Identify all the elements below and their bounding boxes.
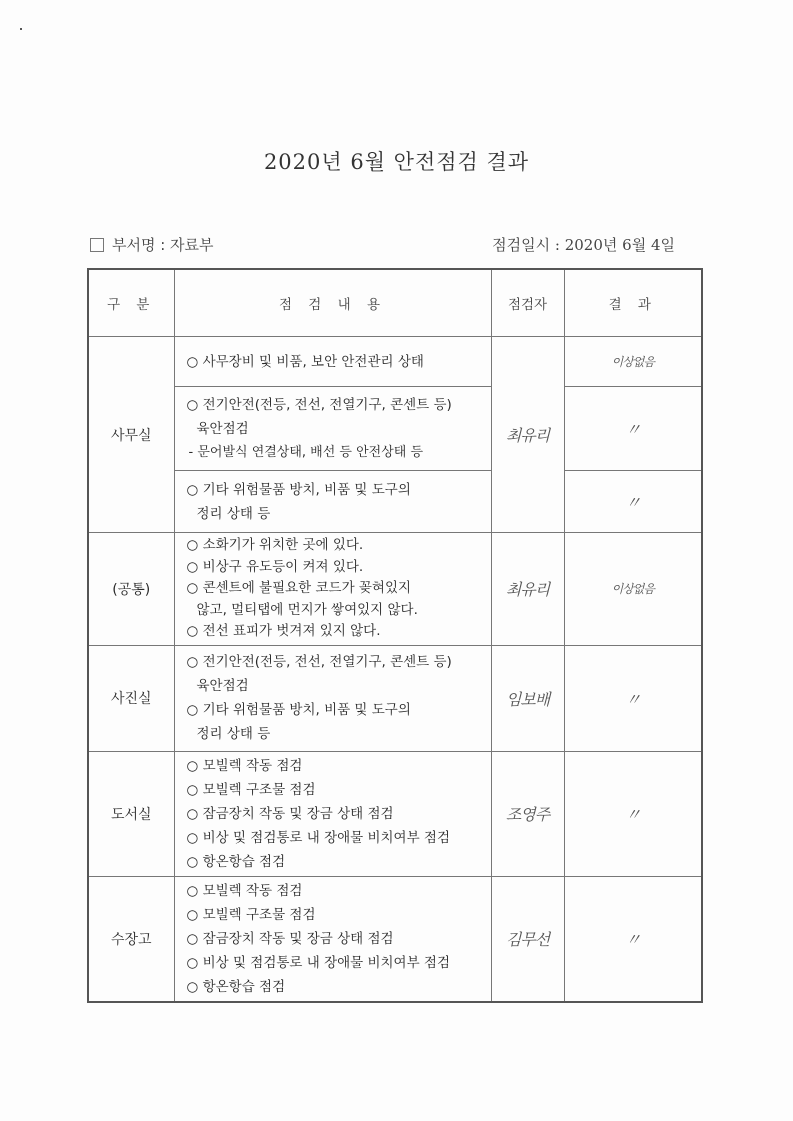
header-row [88, 269, 702, 337]
result-cell: 이상없음 [564, 337, 702, 387]
inspection-date: 점검일시 : 2020년 6월 4일 [492, 236, 675, 254]
check-content: ○ 기타 위험물품 방치, 비품 및 도구의 정리 상태 등 [174, 471, 491, 533]
department-info [90, 234, 214, 255]
checkbox-icon [90, 238, 104, 252]
result-cell: 〃 [564, 645, 702, 751]
table-row [88, 751, 702, 876]
header-content: 점 검 내 용 [174, 269, 491, 337]
department-label: 부서명 : 자료부 [112, 236, 214, 254]
category-common: (공통) [88, 533, 174, 646]
scan-speck [20, 28, 22, 30]
check-content: ○ 모빌렉 작동 점검 ○ 모빌렉 구조물 점검 ○ 잠금장치 작동 및 장금 상태 점검 ○ 비상 및 점검통로 내 장애물 비치여부 점검 ○ 항온항습 점검 [174, 876, 491, 1002]
category-storage: 수장고 [88, 876, 174, 1002]
result-cell: 〃 [564, 387, 702, 471]
table-row [88, 533, 702, 646]
inspector-signature: 임보배 [491, 645, 564, 751]
category-photo: 사진실 [88, 645, 174, 751]
table-row [88, 471, 702, 533]
category-library: 도서실 [88, 751, 174, 876]
check-content: ○ 전기안전(전등, 전선, 전열기구, 콘센트 등) 육안점검 ○ 기타 위험물품 방치, 비품 및 도구의 정리 상태 등 [174, 645, 491, 751]
check-content: ○ 전기안전(전등, 전선, 전열기구, 콘센트 등) 육안점검 - 문어발식 연결상태, 배선 등 안전상태 등 [174, 387, 491, 471]
check-content: ○ 모빌렉 작동 점검 ○ 모빌렉 구조물 점검 ○ 잠금장치 작동 및 장금 상태 점검 ○ 비상 및 점검통로 내 장애물 비치여부 점검 ○ 항온항습 점검 [174, 751, 491, 876]
check-content: ○ 소화기가 위치한 곳에 있다. ○ 비상구 유도등이 켜져 있다. ○ 콘센트에 불필요한 코드가 꽂혀있지 않고, 멀티탭에 먼지가 쌓여있지 않다. ○ 전선 표피가 벗겨져 있지 않다. [174, 533, 491, 646]
table-row [88, 387, 702, 471]
inspector-signature: 김무선 [491, 876, 564, 1002]
result-cell: 〃 [564, 876, 702, 1002]
inspector-signature: 조영주 [491, 751, 564, 876]
table-row [88, 645, 702, 751]
document-title: 2020년 6월 안전점검 결과 [263, 150, 530, 174]
header-result: 결 과 [564, 269, 702, 337]
result-cell: 〃 [564, 471, 702, 533]
header-category: 구 분 [88, 269, 174, 337]
header-inspector: 점검자 [491, 269, 564, 337]
inspection-table [87, 268, 703, 1003]
inspector-signature: 최유리 [491, 533, 564, 646]
table-row [88, 337, 702, 387]
inspector-signature: 최유리 [491, 337, 564, 533]
category-office: 사무실 [88, 337, 174, 533]
result-cell: 〃 [564, 751, 702, 876]
check-content: ○ 사무장비 및 비품, 보안 안전관리 상태 [174, 337, 491, 387]
table-row [88, 876, 702, 1002]
result-cell: 이상없음 [564, 533, 702, 646]
